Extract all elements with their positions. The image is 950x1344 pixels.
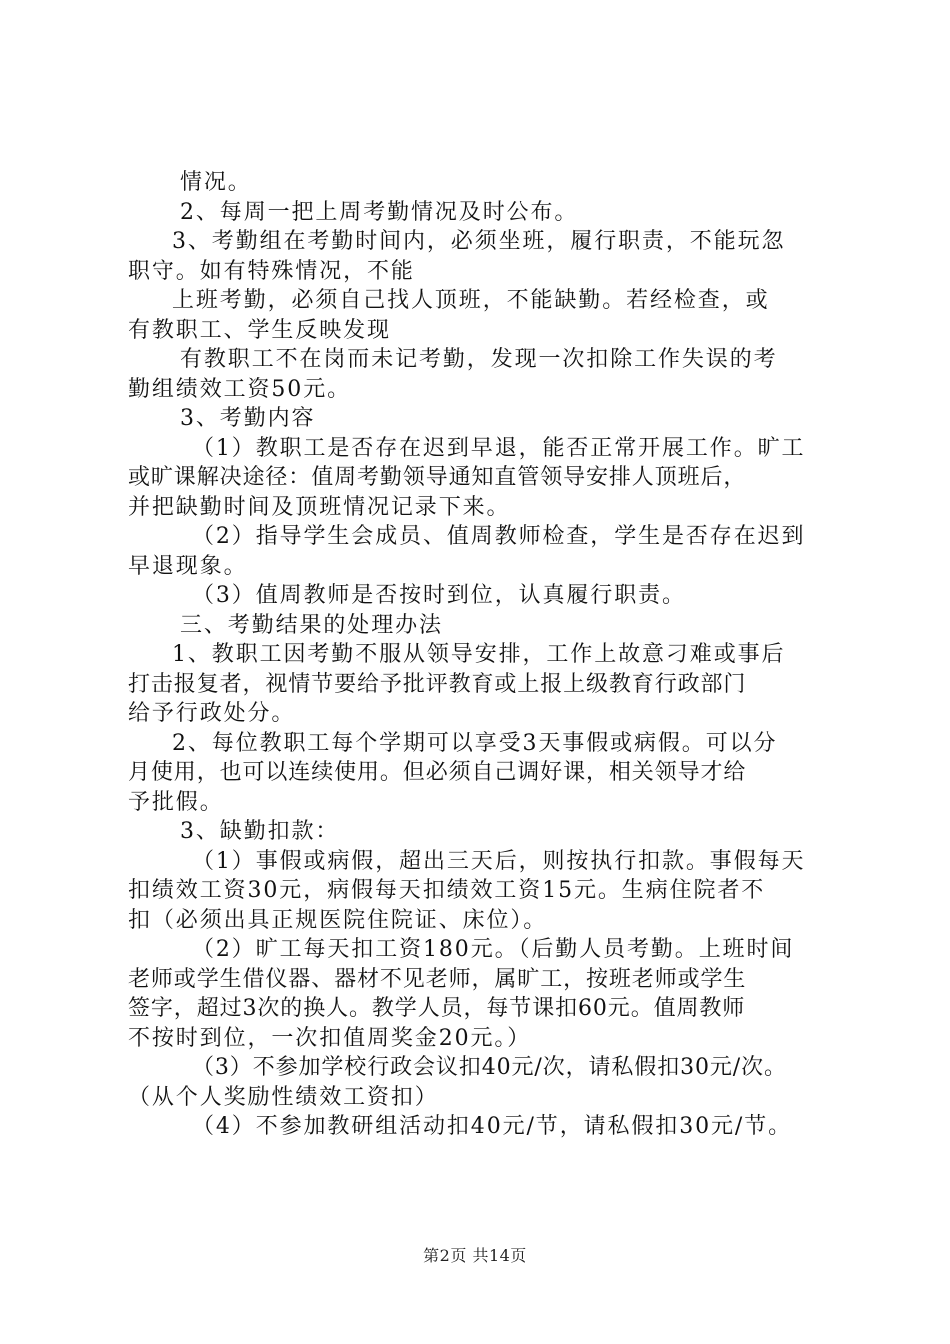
text-line: 扣（必须出具正规医院住院证、床位）。 (128, 907, 548, 933)
text-line: 予批假。 (128, 789, 224, 815)
text-line: （1）教职工是否存在迟到早退，能否正常开展工作。旷工 (192, 435, 806, 461)
text-line: （1）事假或病假，超出三天后，则按执行扣款。事假每天 (192, 848, 806, 874)
text-line: （2）指导学生会成员、值周教师检查，学生是否存在迟到 (192, 524, 806, 549)
text-line: 2、每位教职工每个学期可以享受3天事假或病假。可以分 (172, 730, 778, 756)
text-line: 1、教职工因考勤不服从领导安排，工作上故意刁难或事后 (172, 642, 786, 667)
text-line: 签字，超过3次的换人。教学人员，每节课扣60元。值周教师 (128, 996, 746, 1021)
text-line: （4）不参加教研组活动扣40元/节，请私假扣30元/节。 (192, 1114, 793, 1139)
page-number-footer: 第2页 共14页 (423, 1246, 527, 1265)
text-line: 3、考勤内容 (180, 406, 316, 431)
text-line: 并把缺勤时间及顶班情况记录下来。 (128, 494, 511, 520)
text-line: 月使用，也可以连续使用。但必须自己调好课，相关领导才给 (128, 760, 747, 785)
text-line: 扣绩效工资30元，病假每天扣绩效工资15元。生病住院者不 (128, 878, 766, 903)
text-line: 2、每周一把上周考勤情况及时公布。 (180, 199, 579, 225)
text-line: 情况。 (180, 170, 252, 195)
text-line: （2）旷工每天扣工资180元。（后勤人员考勤。上班时间 (192, 937, 795, 962)
text-line: 打击报复者，视情节要给予批评教育或上报上级教育行政部门 (128, 671, 747, 697)
text-line: 上班考勤，必须自己找人顶班，不能缺勤。若经检查，或 (172, 288, 770, 313)
text-line: 或旷课解决途径：值周考勤领导通知直管领导安排人顶班后， (128, 465, 747, 490)
text-line: 3、考勤组在考勤时间内，必须坐班，履行职责，不能玩忽 (172, 229, 786, 254)
text-line: 不按时到位，一次扣值周奖金20元。） (128, 1025, 532, 1051)
text-line: 有教职工、学生反映发现 (128, 317, 391, 343)
text-line: （3）值周教师是否按时到位，认真履行职责。 (192, 583, 686, 608)
text-line: 职守。如有特殊情况，不能 (128, 258, 415, 284)
text-line: 给予行政处分。 (128, 701, 296, 726)
text-line: （从个人奖励性绩效工资扣） (128, 1084, 439, 1110)
section-heading: 三、考勤结果的处理办法 (180, 612, 443, 638)
document-body (128, 168, 834, 1142)
text-line: 老师或学生借仪器、器材不见老师，属旷工，按班老师或学生 (128, 966, 747, 992)
text-line: 3、缺勤扣款： (180, 819, 340, 844)
text-line: 早退现象。 (128, 553, 248, 579)
text-line: 勤组绩效工资50元。 (128, 376, 351, 402)
text-line: （3）不参加学校行政会议扣40元/次，请私假扣30元/次。 (192, 1055, 787, 1080)
text-line: 有教职工不在岗而未记考勤，发现一次扣除工作失误的考 (180, 347, 778, 372)
